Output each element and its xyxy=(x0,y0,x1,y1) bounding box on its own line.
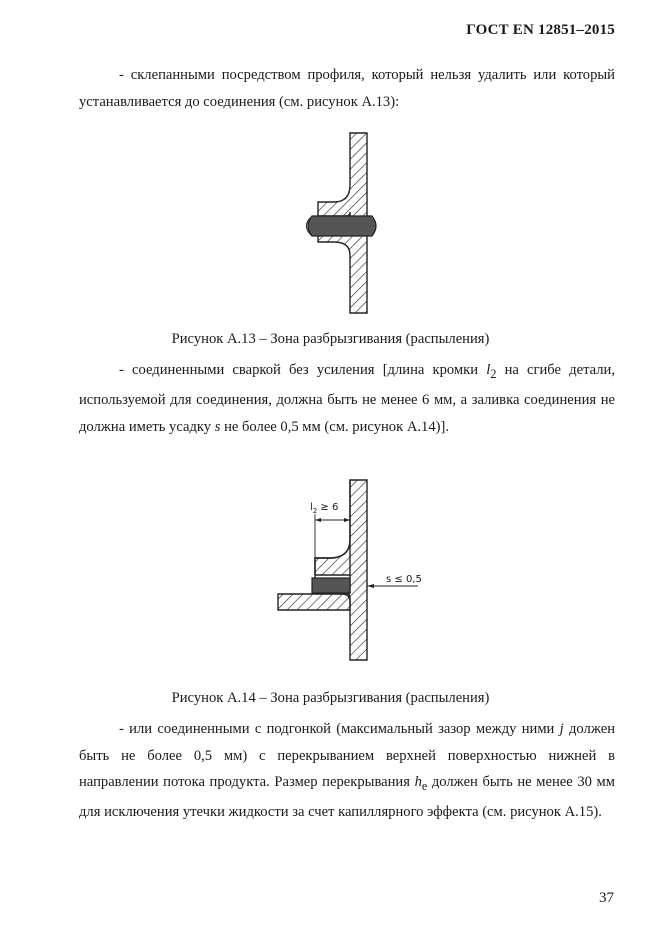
paragraph-fitted xyxy=(79,716,615,826)
plate-lower xyxy=(318,228,367,313)
figure-a13-caption: Рисунок А.13 – Зона разбрызгивания (распыления) xyxy=(171,331,490,347)
horizontal-plate xyxy=(278,594,350,610)
rivet xyxy=(308,216,376,236)
paragraph-welded-text-1: - соединенными сваркой без усиления [длина кромки xyxy=(119,362,487,378)
paragraph-welded xyxy=(79,357,615,440)
label-l2-rest: ≥ 6 xyxy=(317,502,339,513)
figure-a14-drawing xyxy=(270,478,430,668)
paragraph-fitted-text-3: должен быть не менее 30 мм для исключения утечки жидкости за счет капиллярного эффекта (см. рисунок А.15). xyxy=(79,774,615,821)
figure-a14 xyxy=(270,478,430,668)
figure-a13-drawing xyxy=(290,130,390,320)
var-s: s xyxy=(214,418,221,435)
paragraph-riveted xyxy=(79,62,615,115)
plate-upper xyxy=(318,133,367,225)
sub-2: 2 xyxy=(490,366,497,381)
label-l2 xyxy=(310,502,338,515)
paragraph-fitted-text-1: - или соединенными с подгонкой (максимальный зазор между ними xyxy=(119,721,560,737)
sub-e: е xyxy=(421,778,428,793)
weld-filler xyxy=(312,578,350,593)
page-number: 37 xyxy=(599,890,614,906)
label-s: s ≤ 0,5 xyxy=(386,574,422,585)
paragraph-riveted-text: - склепанными посредством профиля, который нельзя удалить или который устанавливается до соединения (см. рисунок А.13): xyxy=(79,67,615,110)
label-l2-var: l xyxy=(310,502,313,513)
paragraph-fitted-text-2: должен быть не более 0,5 мм) с перекрыванием верхней поверхностью нижней в направлении потока продукта. Размер перекрывания xyxy=(79,721,615,790)
var-l: l xyxy=(486,362,491,378)
paragraph-welded-text-2: на сгибе детали, используемой для соединения, должна быть не менее 6 мм, а заливка соединения не должна иметь усадку xyxy=(79,362,615,435)
var-j: j xyxy=(559,721,564,737)
paragraph-welded-text-3: не более 0,5 мм (см. рисунок А.14)]. xyxy=(220,418,449,435)
var-h: h xyxy=(414,774,422,790)
document-header: ГОСТ EN 12851–2015 xyxy=(466,22,615,38)
figure-a14-caption: Рисунок А.14 – Зона разбрызгивания (распыления) xyxy=(171,690,490,706)
label-l2-sub: 2 xyxy=(312,507,318,515)
